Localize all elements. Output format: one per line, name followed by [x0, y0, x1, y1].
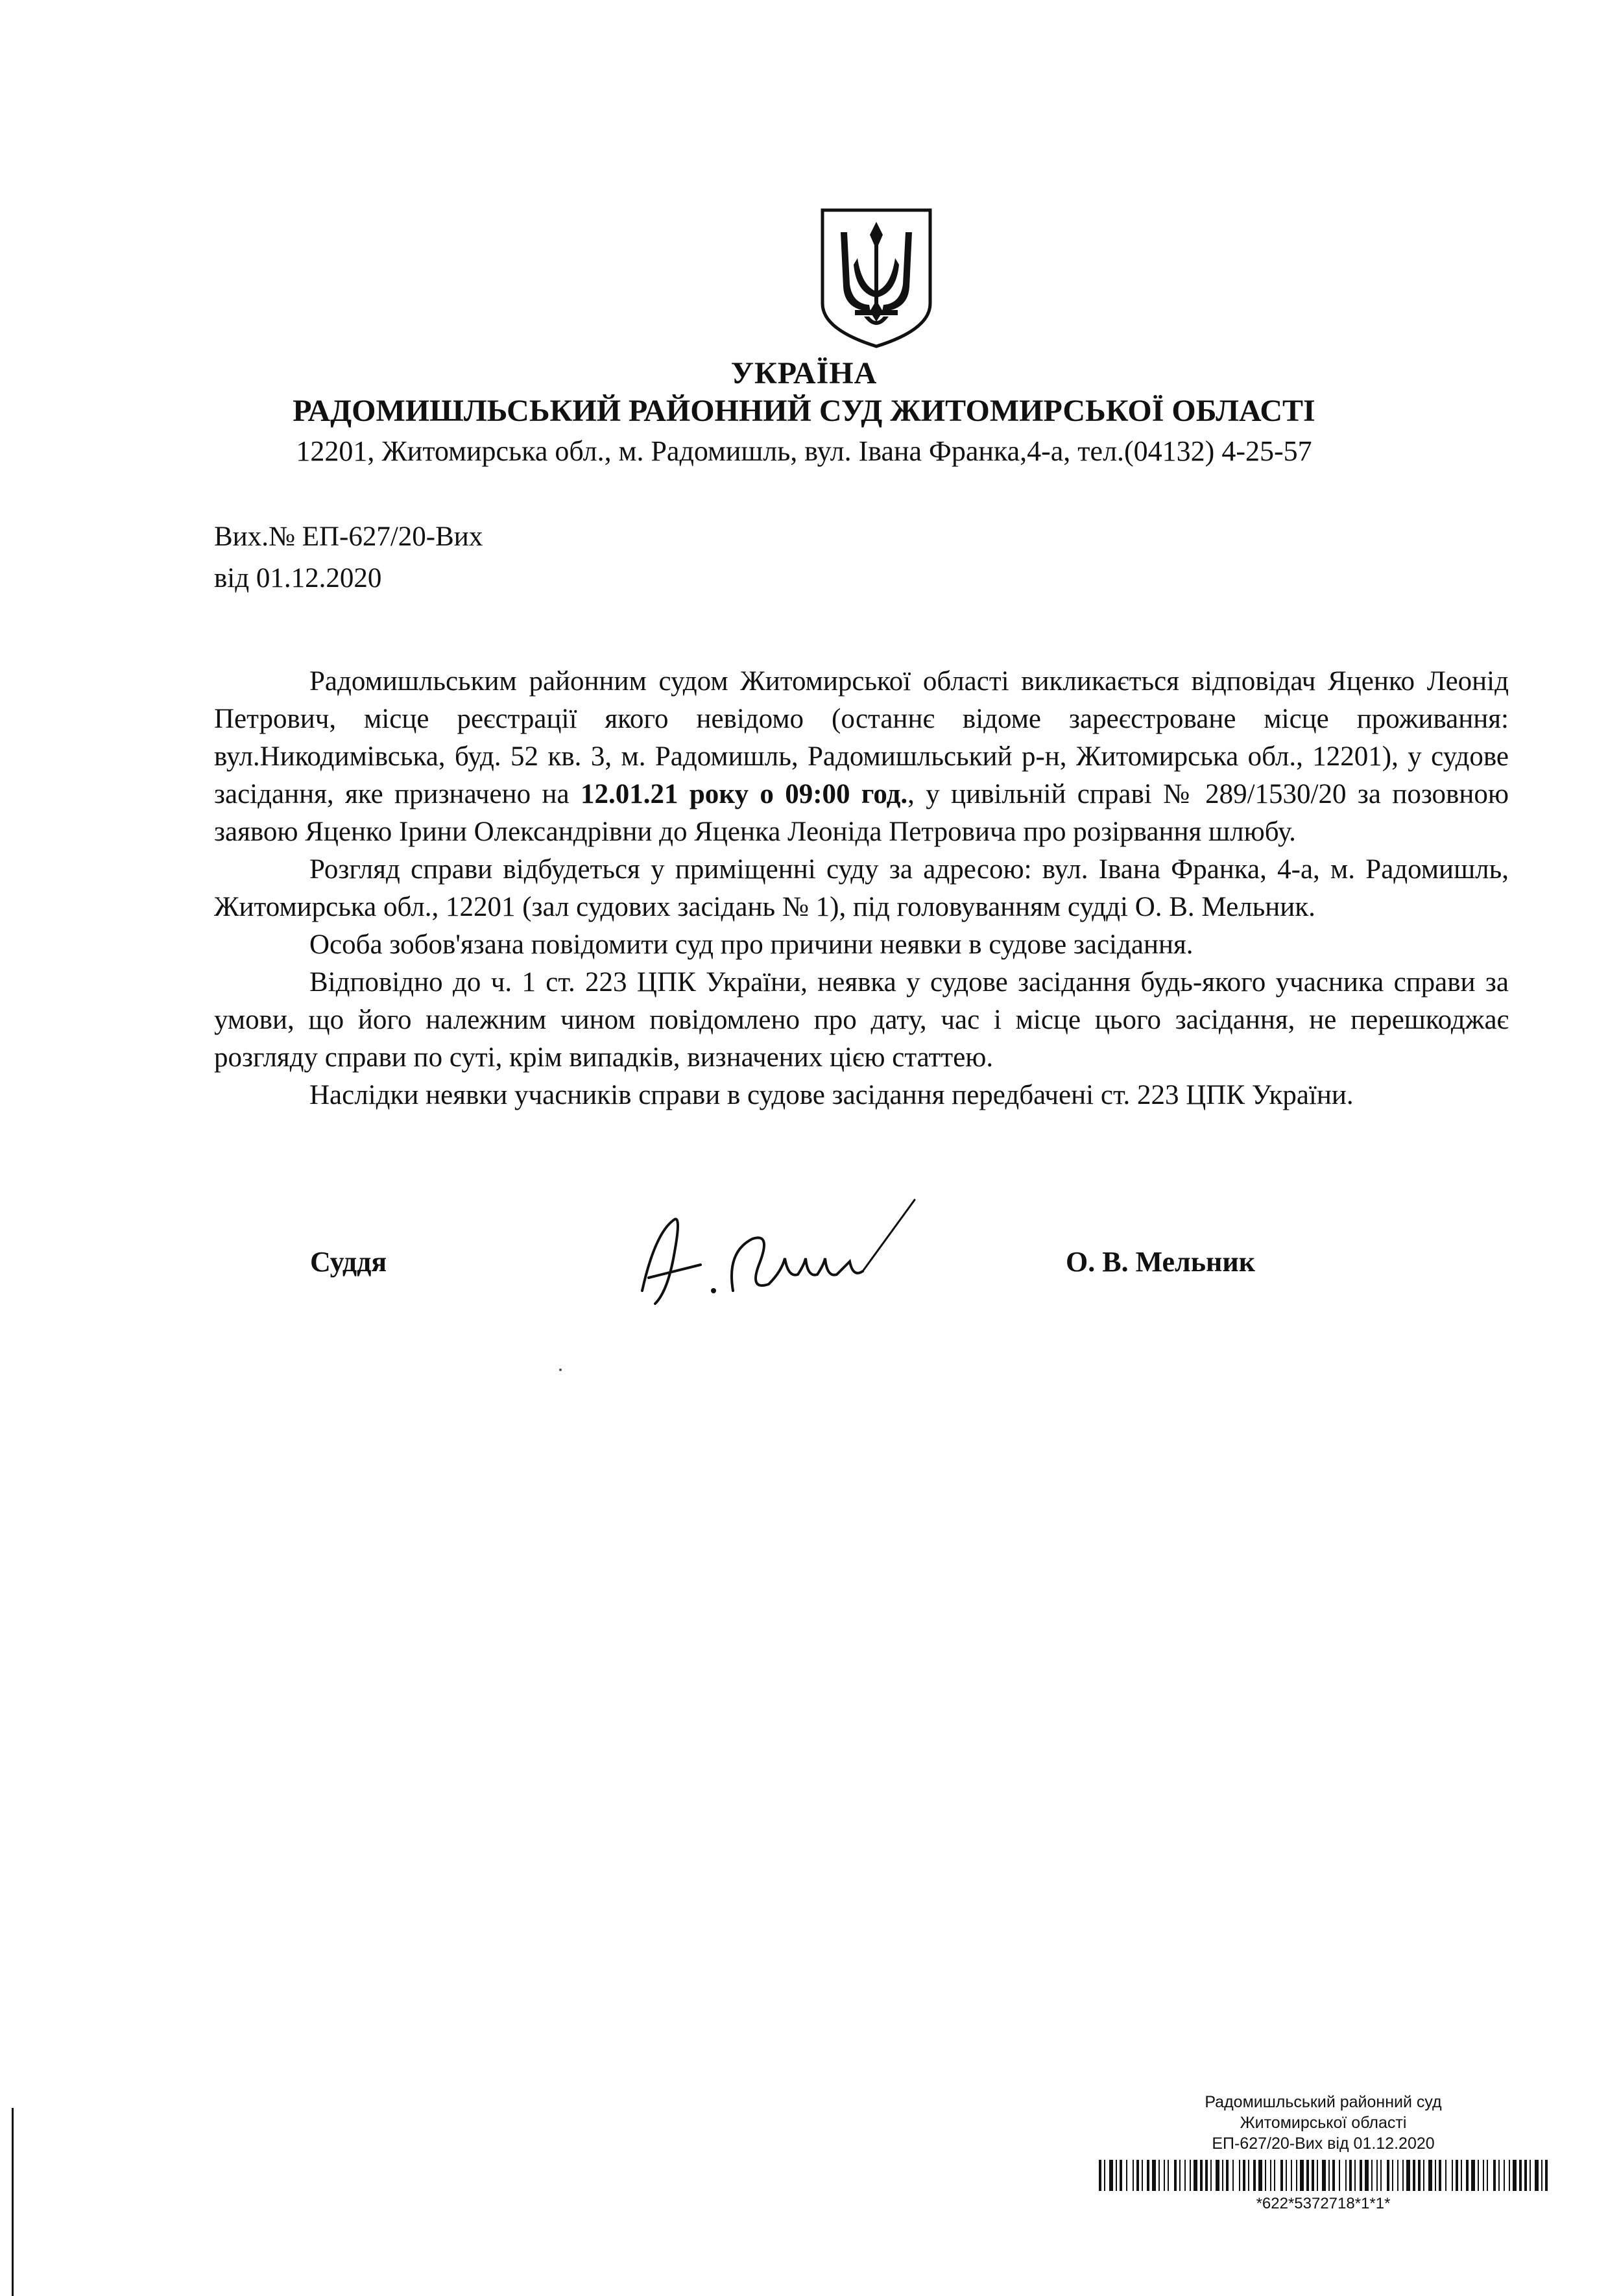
- barcode-bar: [1332, 2160, 1335, 2191]
- outgoing-number: ЕП-627/20-Вих: [302, 521, 483, 552]
- barcode-bar: [1239, 2160, 1240, 2191]
- barcode-bar: [1509, 2160, 1510, 2191]
- barcode-bar: [1226, 2160, 1229, 2191]
- barcode-bar: [1452, 2160, 1453, 2191]
- barcode-bar: [1265, 2160, 1266, 2191]
- barcode-bar: [1142, 2160, 1143, 2191]
- handwritten-signature: [629, 1193, 934, 1323]
- barcode-bar: [1530, 2160, 1531, 2191]
- barcode-bar: [1413, 2160, 1415, 2191]
- barcode-bar: [1487, 2160, 1488, 2191]
- barcode-bar: [1535, 2160, 1539, 2191]
- barcode-bar: [1349, 2160, 1352, 2191]
- barcode-bar: [1104, 2160, 1105, 2191]
- barcode-bar: [1397, 2160, 1398, 2191]
- outgoing-number-label: Вих.№: [214, 521, 295, 552]
- barcode-bar: [1380, 2160, 1382, 2191]
- barcode-bar: [1205, 2160, 1208, 2191]
- barcode-bar: [1493, 2160, 1496, 2191]
- barcode-bar: [1120, 2160, 1122, 2191]
- barcode-bar: [1392, 2160, 1393, 2191]
- outgoing-date-line: [214, 558, 483, 599]
- barcode-bar: [1418, 2160, 1421, 2191]
- barcode-bar: [1253, 2160, 1256, 2191]
- barcode-bar: [1402, 2160, 1404, 2191]
- registration-stamp: [1096, 2092, 1550, 2154]
- barcode-bar: [1286, 2160, 1287, 2191]
- barcode-bar: [1478, 2160, 1479, 2191]
- signatory-name: О. В. Мельник: [1066, 1246, 1256, 1278]
- barcode-bar: [1190, 2160, 1191, 2191]
- barcode-bar: [1483, 2160, 1484, 2191]
- barcode-bar: [1109, 2160, 1113, 2191]
- barcode-bar: [1317, 2160, 1318, 2191]
- barcode-bar: [1300, 2160, 1304, 2191]
- scan-edge-line: [12, 2108, 14, 2296]
- barcode-bar: [1376, 2160, 1378, 2191]
- barcode-bar: [1174, 2160, 1177, 2191]
- barcode-bar: [1164, 2160, 1165, 2191]
- barcode-number: *622*5372718*1*1*: [1256, 2195, 1391, 2212]
- barcode-bar: [1216, 2160, 1219, 2191]
- summons-text-end: , у цивільній справі № 289/1530/20 за позовною заявою Яценко Ірини Олександрівни до Яценка Леоніда Петровича про розірвання шлюбу.: [214, 779, 1509, 847]
- barcode-bar: [1471, 2160, 1475, 2191]
- barcode-bar: [1116, 2160, 1117, 2191]
- barcode-bar: [1406, 2160, 1410, 2191]
- outgoing-date-label: від: [214, 563, 250, 593]
- barcode-bar: [1179, 2160, 1181, 2191]
- barcode-bar: [1133, 2160, 1134, 2191]
- barcode-bar: [1274, 2160, 1275, 2191]
- barcode-bar: [1428, 2160, 1432, 2191]
- barcode-bar: [1513, 2160, 1517, 2191]
- barcode-bar: [1306, 2160, 1309, 2191]
- barcode-bar: [1354, 2160, 1356, 2191]
- barcode-bar: [1360, 2160, 1362, 2191]
- barcode-bar: [1243, 2160, 1245, 2191]
- barcode-bar: [1339, 2160, 1340, 2191]
- barcode-bar: [1345, 2160, 1347, 2191]
- barcode-bar: [1184, 2160, 1186, 2191]
- barcode-bar: [1387, 2160, 1389, 2191]
- barcode-bar: [1296, 2160, 1297, 2191]
- barcode-bar: [1371, 2160, 1373, 2191]
- summons-body: [214, 663, 1509, 1114]
- barcode-bar: [1423, 2160, 1424, 2191]
- barcode-bar: [1498, 2160, 1500, 2191]
- barcode-bar: [1126, 2160, 1127, 2191]
- country-heading: УКРАЇНА: [730, 356, 878, 390]
- barcode-bar: [1541, 2160, 1542, 2191]
- trident-coat-of-arms-icon: [819, 206, 934, 350]
- barcode-bar: [1291, 2160, 1292, 2191]
- barcode-bar: [1445, 2160, 1446, 2191]
- stamp-court-name: Радомишльський районний суд: [1205, 2093, 1442, 2111]
- barcode-bar: [1328, 2160, 1330, 2191]
- barcode-bar: [1365, 2160, 1369, 2191]
- signatory-title: Суддя: [310, 1246, 387, 1278]
- barcode-bar: [1519, 2160, 1522, 2191]
- barcode-bar: [1200, 2160, 1203, 2191]
- barcode-bar: [1439, 2160, 1441, 2191]
- barcode-bar: [1147, 2160, 1149, 2191]
- barcode-bar: [1312, 2160, 1314, 2191]
- court-name: РАДОМИШЛЬСЬКИЙ РАЙОННИЙ СУД ЖИТОМИРСЬКОЇ ОБЛАСТІ: [293, 394, 1315, 428]
- summons-text-start: Радомишльським районним судом Житомирської області викликається відповідач Яценко Леонід Петрович, місце реєстрації якого невідомо (останнє відоме зареєстроване місце проживання: вул.Никодимівська, буд. 52 кв. 3, м. Радомишль, Радомишльський р-н, Житомирська обл., 12201), у судове засідання, яке призначено на: [214, 666, 1509, 809]
- barcode-bar: [1504, 2160, 1505, 2191]
- court-address: 12201, Житомирська обл., м. Радомишль, вул. Івана Франка,4-а, тел.(04132) 4-25-57: [296, 435, 1312, 467]
- outgoing-number-line: [214, 516, 483, 558]
- paragraph-summons: [214, 663, 1509, 851]
- barcode-bar: [1280, 2160, 1283, 2191]
- barcode-bar: [1232, 2160, 1234, 2191]
- barcode-bar: [1222, 2160, 1223, 2191]
- barcode-bar: [1158, 2160, 1160, 2191]
- barcode-bar: [1270, 2160, 1271, 2191]
- stamp-region: Житомирської області: [1240, 2114, 1407, 2132]
- barcode-bar: [1136, 2160, 1139, 2191]
- barcode-bar: [1152, 2160, 1156, 2191]
- barcode-bar: [1194, 2160, 1197, 2191]
- paragraph-legal-basis: Відповідно до ч. 1 ст. 223 ЦПК України, неявка у судове засідання будь-якого учасника справи за умови, що його належним чином повідомлено про дату, час і місце цього засідання, не перешкоджає розгляду справи по суті, крім випадків, визначених цією статтею.: [214, 967, 1509, 1073]
- paragraph-hearing-location: Розгляд справи відбудеться у приміщенні суду за адресою: вул. Івана Франка, 4-а, м. Радомишль, Житомирська обл., 12201 (зал судових засідань № 1), під головуванням судді О. В. Мельник.: [214, 854, 1509, 922]
- barcode-bar: [1258, 2160, 1262, 2191]
- barcode-bar: [1456, 2160, 1458, 2191]
- stamp-reference: ЕП-627/20-Вих від 01.12.2020: [1212, 2135, 1435, 2153]
- barcode-bar: [1099, 2160, 1101, 2191]
- barcode-bar: [1210, 2160, 1212, 2191]
- barcode-bar: [1524, 2160, 1527, 2191]
- hearing-datetime: 12.01.21 року о 09:00 год.: [581, 779, 908, 809]
- barcode-bar: [1545, 2160, 1548, 2191]
- barcode: [1096, 2160, 1550, 2191]
- barcode-bar: [1466, 2160, 1469, 2191]
- barcode-bar: [1248, 2160, 1249, 2191]
- barcode-bar: [1435, 2160, 1436, 2191]
- paragraph-consequences: Наслідки неявки учасників справи в судове засідання передбачені ст. 223 ЦПК України.: [309, 1080, 1354, 1110]
- paragraph-obligation: Особа зобов'язана повідомити суд про причини неявки в судове засідання.: [309, 929, 1194, 960]
- outgoing-reference: [214, 516, 483, 599]
- scan-dot: [559, 1369, 562, 1371]
- barcode-bar: [1322, 2160, 1326, 2191]
- outgoing-date: 01.12.2020: [256, 563, 382, 593]
- barcode-bar: [1461, 2160, 1462, 2191]
- barcode-bar: [1168, 2160, 1169, 2191]
